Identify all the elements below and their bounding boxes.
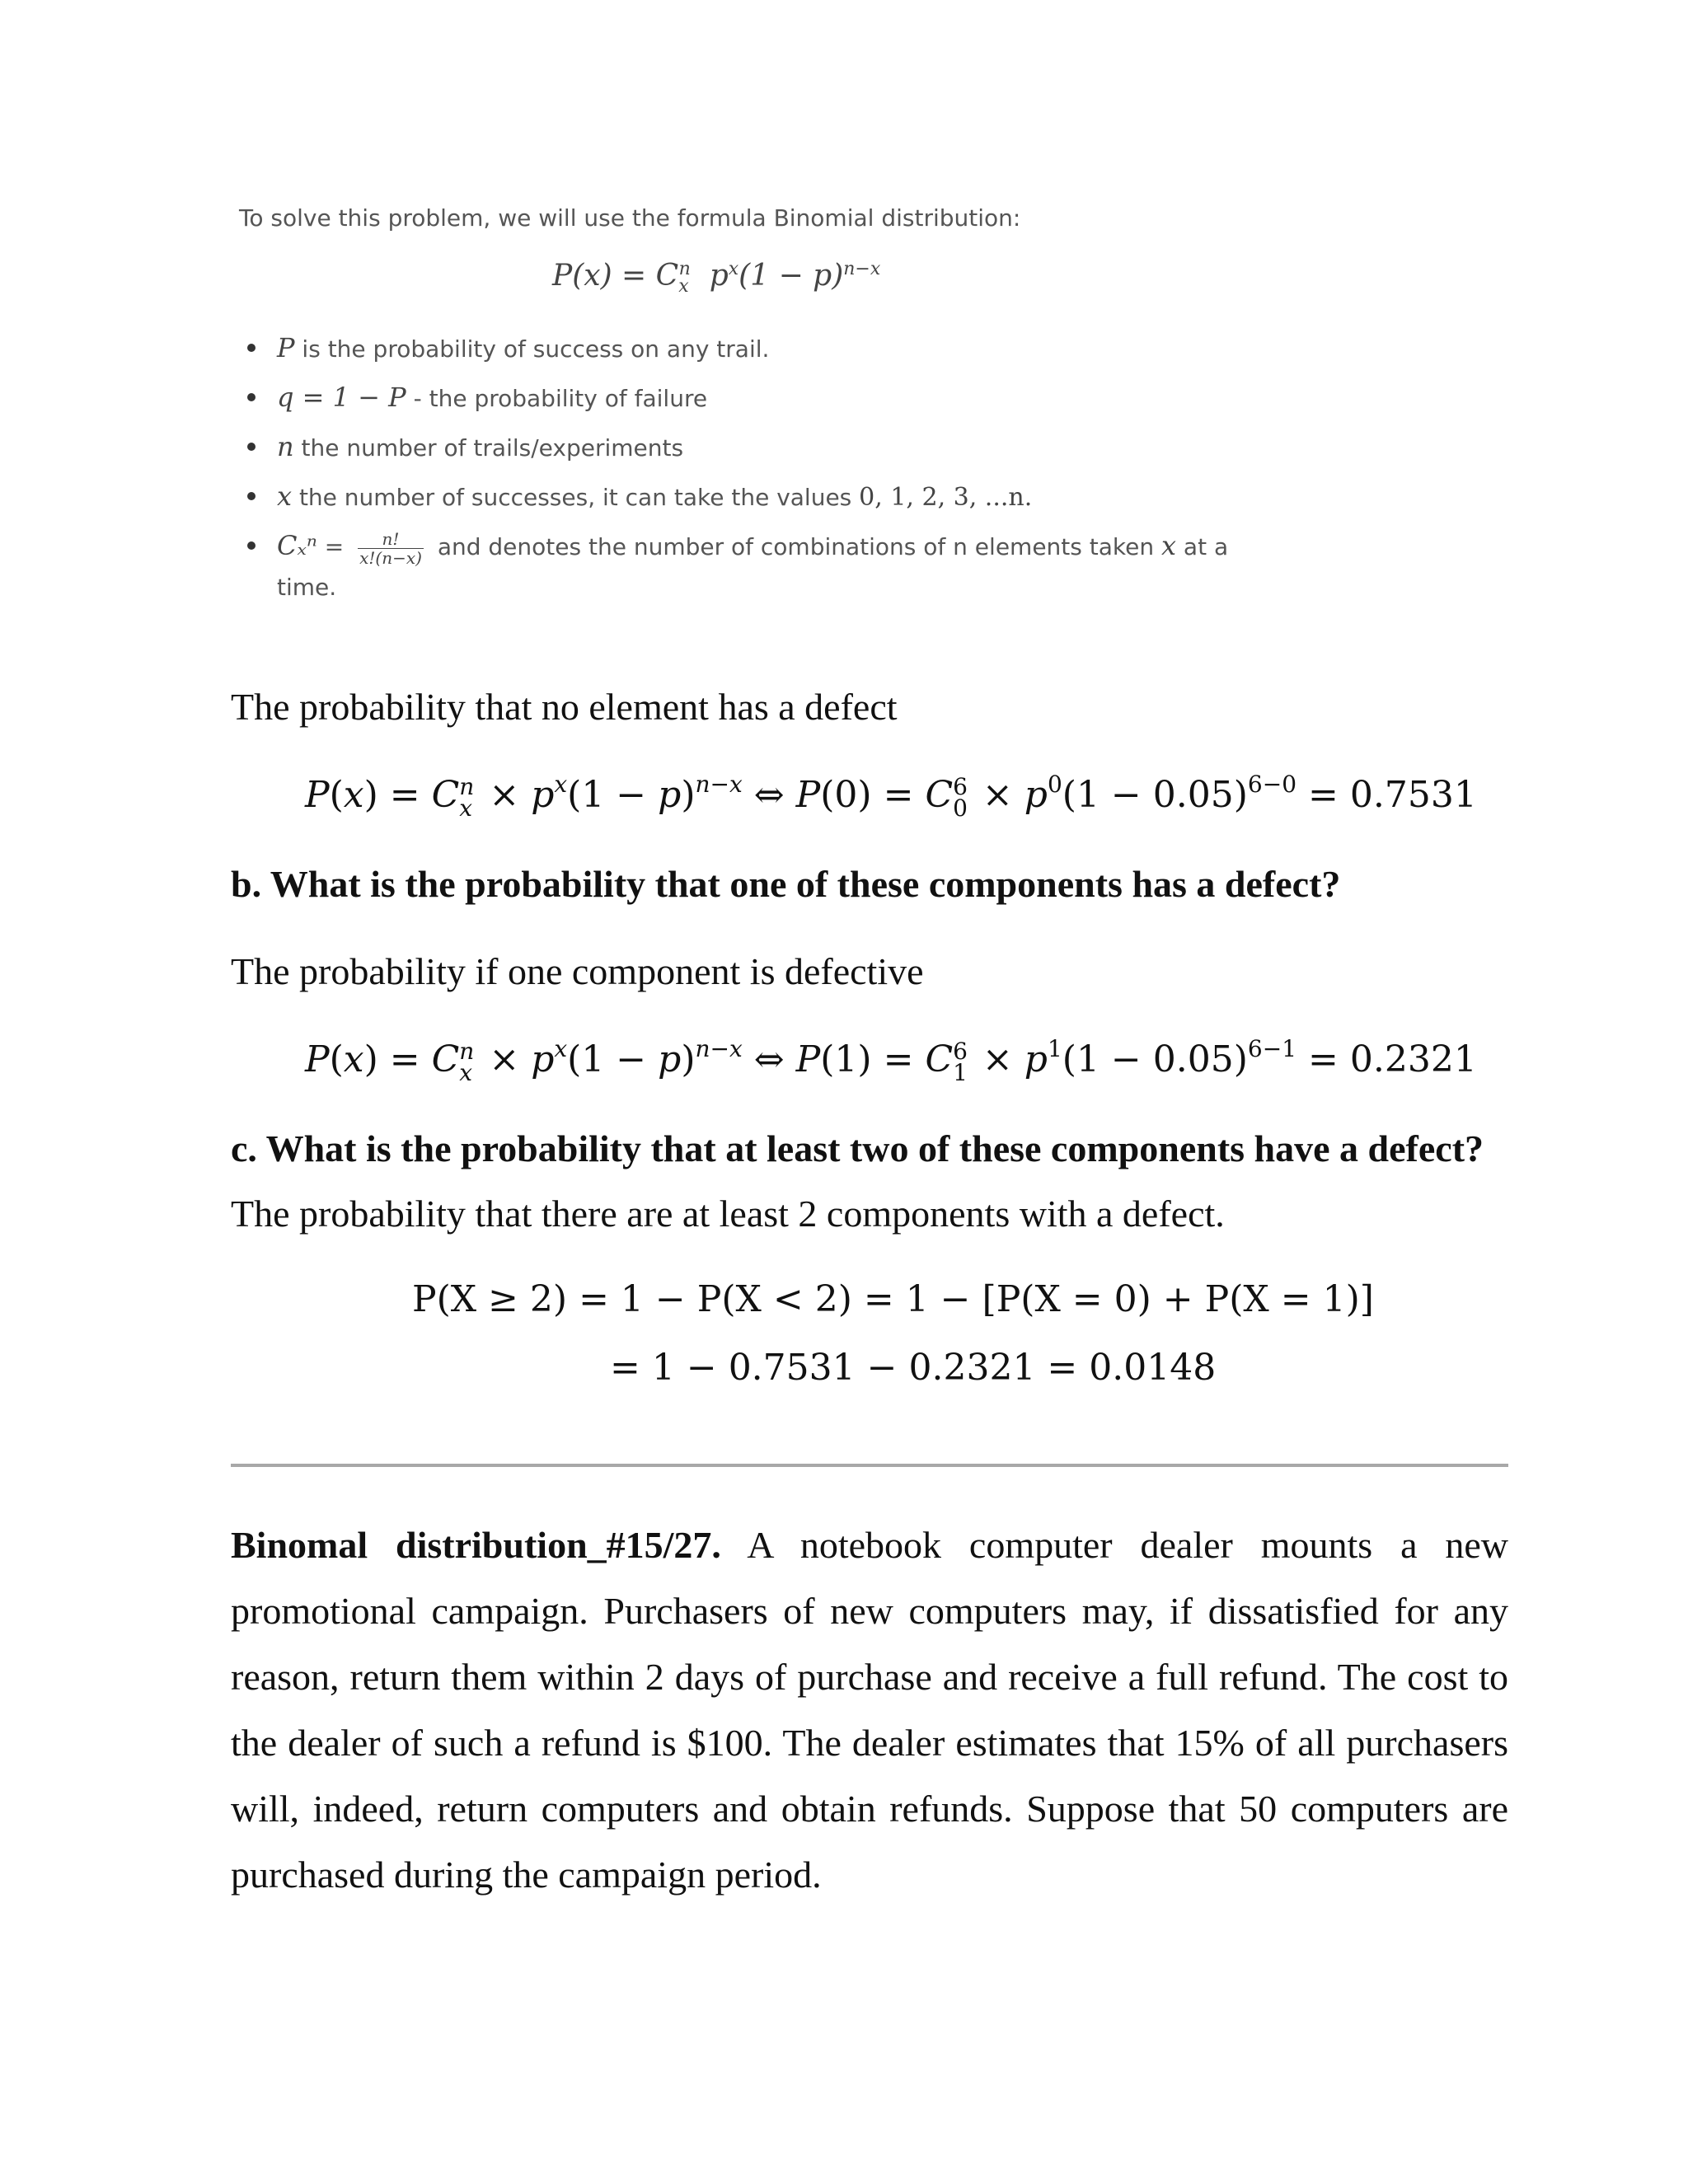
- part-c-equation-line1: P(X ≥ 2) = 1 − P(X < 2) = 1 − [P(X = 0) + P(X = 1)]: [412, 1278, 1374, 1320]
- part-c-text: The probability that there are at least 2 components with a defect.: [231, 1193, 1225, 1235]
- c-sup: 6: [953, 1037, 968, 1065]
- part-b-heading: b. What is the probability that one of these components has a defect?: [231, 863, 1341, 905]
- bullet-text: the number of trails/experiments: [293, 434, 684, 462]
- combination-fraction: [358, 530, 424, 567]
- c-sup: 6: [953, 772, 968, 800]
- tail-exponent: 6−1: [1247, 1035, 1297, 1062]
- section-divider: [231, 1464, 1508, 1467]
- bullet-text: the number of successes, it can take the values: [292, 484, 860, 511]
- equals-sign: =: [316, 533, 352, 560]
- bullet-x: [239, 472, 1195, 522]
- symbol-x: x: [1160, 530, 1177, 561]
- equation-tail: (1 − 0.05): [1062, 774, 1248, 816]
- bullet-n: [239, 423, 1195, 472]
- bullet-c: [239, 522, 1229, 571]
- symbol-n: n: [277, 431, 294, 462]
- symbol-p: P: [277, 332, 295, 363]
- part-a-equation: P(x) = C n x × $p^x(1 - p)^{n-x}$ ⇔ P(0) = C 6 0 × $p^0(1 - 0.05)^{6-0} = 0.7531$: [305, 771, 1477, 822]
- problem-label: Binomal distribution_#15/27.: [231, 1524, 721, 1566]
- part-c-equation-line2: = 1 − 0.7531 − 0.2321 = 0.0148: [610, 1347, 1217, 1389]
- bullet-text: is the probability of success on any trail.: [294, 335, 770, 363]
- equation-result: = 0.2321: [1296, 1038, 1477, 1080]
- values-list: 0, 1, 2, 3, ...n.: [859, 483, 1033, 512]
- bullet-continuation: time.: [277, 574, 337, 601]
- symbol-q: q = 1 − P: [277, 382, 406, 413]
- tail-exponent: 6−0: [1247, 771, 1297, 798]
- screenshot-intro: To solve this problem, we will use the formula Binomial distribution:: [239, 204, 1021, 232]
- c-sub: 1: [953, 1058, 968, 1086]
- bullet-q: [239, 373, 1195, 423]
- problem-text: A notebook computer dealer mounts a new promotional campaign. Purchasers of new computers may, if dissatisfied for any reason, return them within 2 days of purchase and receive a full refund. The cost to the dealer of such a refund is $100. The dealer estimates that 15% of all purchasers will, indeed, return computers and obtain refunds. Suppose that 50 computers are purchased during the campaign period.: [231, 1524, 1508, 1896]
- equation-result: = 0.7531: [1296, 774, 1477, 816]
- part-b-equation: P(x) = C n x × $p^x(1 - p)^{n-x}$ ⇔ P(1) = C 6 1 × $p^1(1 - 0.05)^{6-1} = 0.2321$: [305, 1035, 1477, 1086]
- binomial-formula: $P(x) = C_x^n$ $p^x(1 - p)^{n-x}$: [552, 259, 881, 298]
- p-exponent: 0: [1047, 771, 1062, 798]
- problem-statement: [231, 1512, 1508, 1908]
- p-exponent: 1: [1047, 1035, 1062, 1062]
- part-c-heading: c. What is the probability that at least two of these components have a defect?: [231, 1127, 1484, 1169]
- fraction-numerator: n!: [358, 530, 424, 549]
- bullet-p: [239, 324, 1195, 373]
- bullet-text: - the probability of failure: [406, 385, 708, 412]
- definitions-list: [239, 324, 1229, 571]
- part-a-text: The probability that no element has a defect: [231, 686, 898, 728]
- equation-tail: (1 − 0.05): [1062, 1038, 1248, 1080]
- part-b-text: The probability if one component is defective: [231, 950, 924, 992]
- fraction-denominator: x!(n−x): [359, 547, 422, 568]
- bullet-text-end: at a: [1176, 533, 1229, 560]
- bullet-text: and denotes the number of combinations of n elements taken: [429, 533, 1161, 560]
- formula-screenshot: [239, 202, 1229, 604]
- c-sub: 0: [953, 794, 968, 822]
- symbol-c: Cₓⁿ: [277, 530, 317, 561]
- symbol-x: x: [277, 480, 293, 512]
